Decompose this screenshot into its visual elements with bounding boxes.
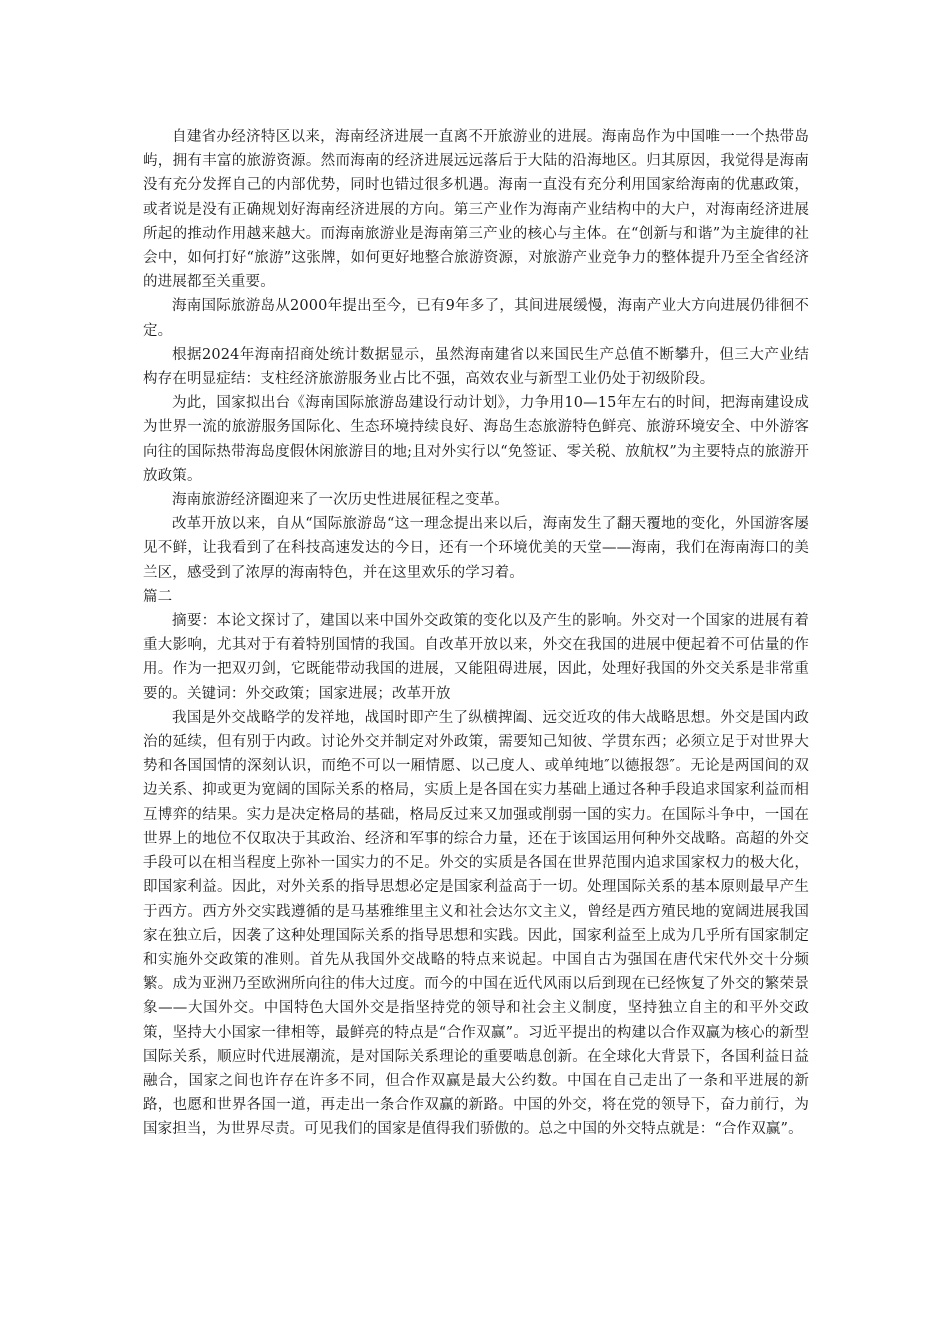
document-body (143, 125, 809, 1142)
paragraph: 改革开放以来，自从“国际旅游岛“这一理念提出来以后，海南发生了翻天覆地的变化，外国游客屡见不鲜，让我看到了在科技高速发达的今日，还有一个环境优美的天堂——海南，我们在海南海口的美兰区，感受到了浓厚的海南特色，并在这里欢乐的学习着。 (143, 516, 809, 581)
paragraph: 为此，国家拟出台《海南国际旅游岛建设行动计划》，力争用10—15年左右的时间，把海南建设成为世界一流的旅游服务国际化、生态环境持续良好、海岛生态旅游特色鲜亮、旅游环境安全、中外游客向往的国际热带海岛度假休闲旅游目的地;且对外实行以“免签证、零关税、放航权”为主要特点的旅游开放政策。 (143, 395, 809, 484)
paragraph: 我国是外交战略学的发祥地，战国时即产生了纵横捭阖、远交近攻的伟大战略思想。外交是国内政治的延续，但有别于内政。讨论外交并制定对外政策，需要知己知彼、学贯东西；必须立足于对世界大势和各国国情的深刻认识，而绝不可以一厢情愿、以己度人、或单纯地″以德报怨″。无论是两国间的双边关系、抑或更为宽阔的国际关系的格局，实质上是各国在实力基础上通过各种手段追求国家利益而相互博弈的结果。实力是决定格局的基础，格局反过来又加强或削弱一国的实力。在国际斗争中，一国在世界上的地位不仅取决于其政治、经济和军事的综合力量，还在于该国运用何种外交战略。高超的外交手段可以在相当程度上弥补一国实力的不足。外交的实质是各国在世界范围内追求国家权力的极大化，即国家利益。因此，对外关系的指导思想必定是国家利益高于一切。处理国际关系的基本原则最早产生于西方。西方外交实践遵循的是马基雅维里主义和社会达尔文主义，曾经是西方殖民地的宽阔进展我国家在独立后，因袭了这种处理国际关系的指导思想和实践。因此，国家利益至上成为几乎所有国家制定和实施外交政策的准则。首先从我国外交战略的特点来说起。中国自古为强国在唐代宋代外交十分频繁。成为亚洲乃至欧洲所向往的伟大过度。而今的中国在近代风雨以后到现在已经恢复了外交的繁荣景象——大国外交。中国特色大国外交是指坚持党的领导和社会主义制度，坚持独立自主的和平外交政策，坚持大小国家一律相等，最鲜亮的特点是“合作双赢”。习近平提出的构建以合作双赢为核心的新型国际关系，顺应时代进展潮流，是对国际关系理论的重要啮息创新。在全球化大背景下，各国利益日益融合，国家之间也许存在许多不同，但合作双赢是最大公约数。中国在自己走出了一条和平进展的新路，也愿和世界各国一道，再走出一条合作双赢的新路。中国的外交，将在党的领导下，奋力前行，为国家担当，为世界尽责。可见我们的国家是值得我们骄傲的。总之中国的外交特点就是：“合作双赢”。 (143, 709, 809, 1138)
paragraph: 根据2024年海南招商处统计数据显示，虽然海南建省以来国民生产总值不断攀升，但三大产业结构存在明显症结：支柱经济旅游服务业占比不强，高效农业与新型工业仍处于初级阶段。 (143, 346, 809, 388)
paragraph: 海南国际旅游岛从2000年提出至今，已有9年多了，其间进展缓慢，海南产业大方向进展仍徘徊不定。 (143, 298, 809, 339)
abstract-paragraph: 摘要：本论文探讨了，建国以来中国外交政策的变化以及产生的影响。外交对一个国家的进展有着重大影响，尤其对于有着特别国情的我国。自改革开放以来，外交在我国的进展中便起着不可估量的作用。作为一把双刃剑，它既能带动我国的进展，又能阻碍进展，因此，处理好我国的外交关系是非常重要的。关键词：外交政策；国家进展；改革开放 (143, 613, 809, 702)
paragraph: 海南旅游经济圈迎来了一次历史性进展征程之变革。 (172, 492, 509, 509)
section-heading: 篇二 (143, 588, 173, 605)
paragraph: 自建省办经济特区以来，海南经济进展一直离不开旅游业的进展。海南岛作为中国唯一一个热带岛屿，拥有丰富的旅游资源。然而海南的经济进展远远落后于大陆的沿海地区。归其原因，我觉得是海南没有充分发挥自己的内部优势，同时也错过很多机遇。海南一直没有充分利用国家给海南的优惠政策，或者说是没有正确规划好海南经济进展的方向。第三产业作为海南产业结构中的大户，对海南经济进展所起的推动作用越来越大。而海南旅游业是海南第三产业的核心与主体。在“创新与和谐”为主旋律的社会中，如何打好“旅游”这张牌，如何更好地整合旅游资源，对旅游产业竞争力的整体提升乃至全省经济的进展都至关重要。 (143, 129, 809, 291)
